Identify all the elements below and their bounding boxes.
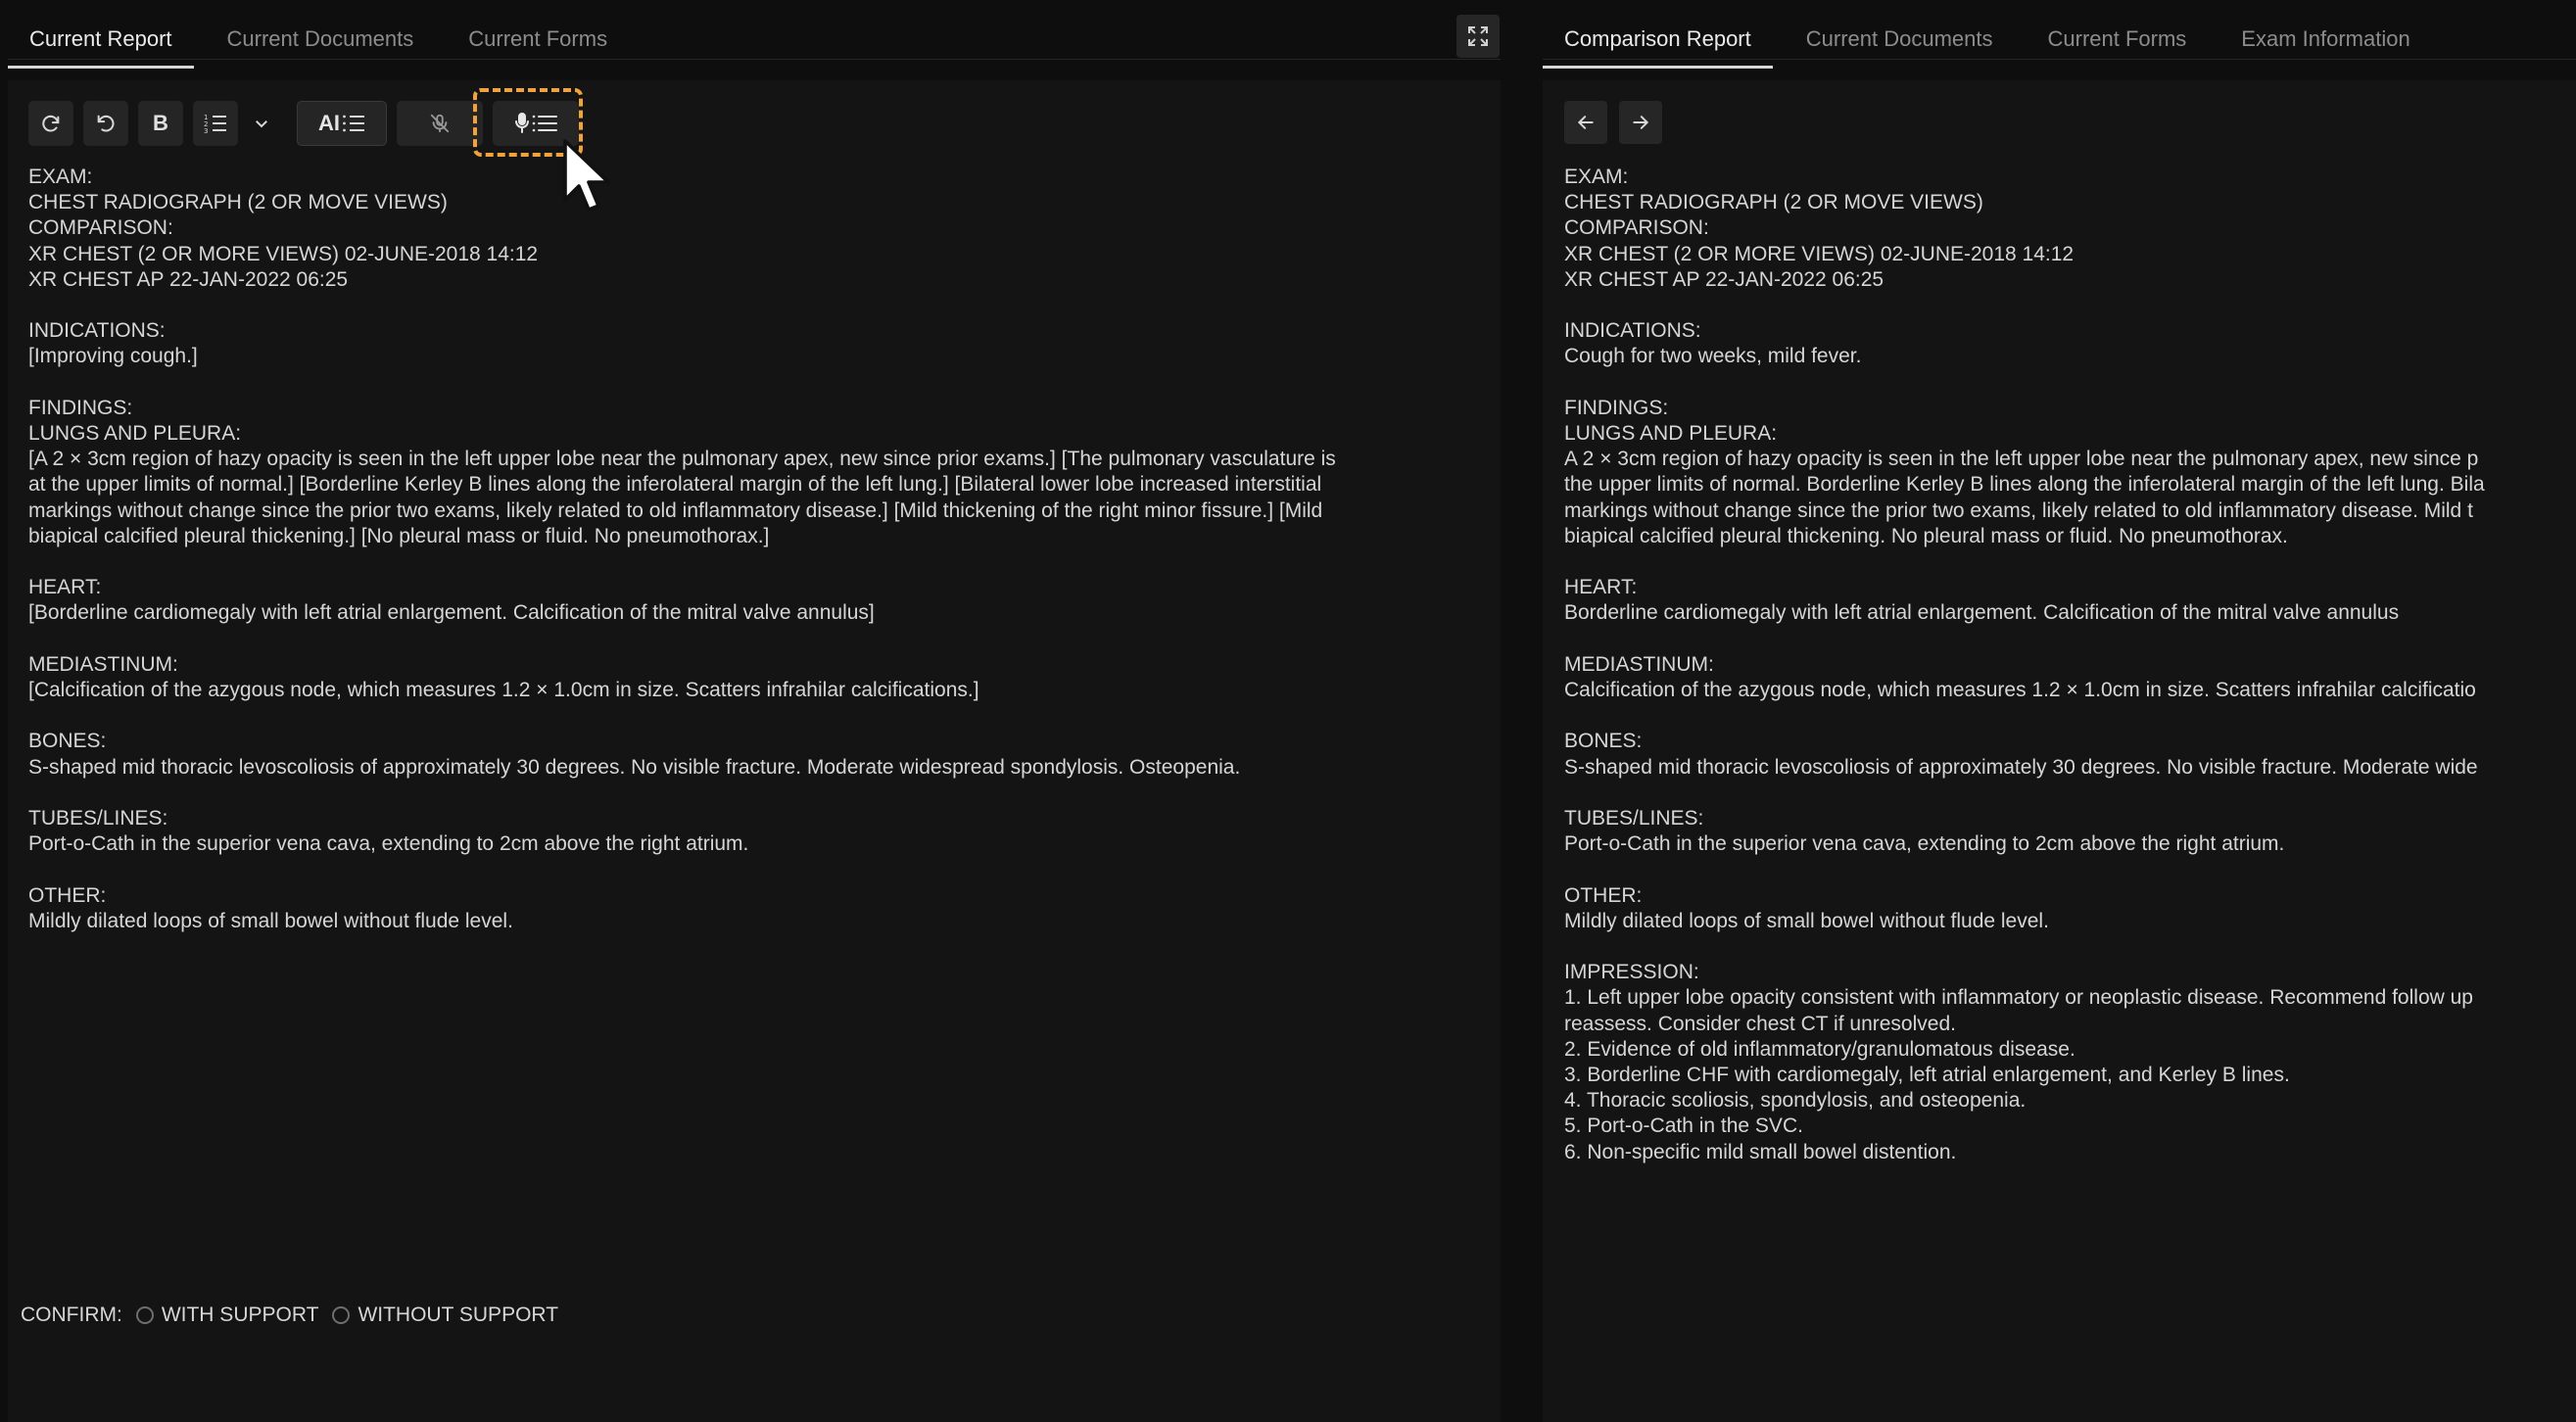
bold-icon: B [153,111,168,135]
bones-label: BONES: [28,730,107,753]
current-report-text[interactable] [28,165,1483,960]
tab-divider-right [1543,59,2576,60]
indications-label: INDICATIONS: [1564,319,1701,343]
lungs-text: [A 2 × 3cm region of hazy opacity is seen in the left upper lobe near the pulmonary apex, new since prior exams.] [The pulmonary vasculature is [28,448,1336,471]
comparison-value: XR CHEST AP 22-JAN-2022 06:25 [1564,267,1884,291]
with-support-radio[interactable] [136,1306,154,1324]
impression-item: 1. Left upper lobe opacity consistent with inflammatory or neoplastic disease. Recommend follow up [1564,986,2473,1010]
findings-label: FINDINGS: [28,396,133,419]
svg-text:1: 1 [204,114,209,121]
lungs-text: the upper limits of normal. Borderline Kerley B lines along the inferolateral margin of the left lung. Bila [1564,473,2485,497]
mic-off-button[interactable] [397,101,483,146]
exam-value: CHEST RADIOGRAPH (2 OR MOVE VIEWS) [28,191,448,214]
bones-text: S-shaped mid thoracic levoscoliosis of approximately 30 degrees. No visible fracture. Moderate widespread spondylosis. Osteopenia. [28,755,1241,779]
comparison-value: XR CHEST (2 OR MORE VIEWS) 02-JUNE-2018 14:12 [1564,242,2075,265]
impression-item: 3. Borderline CHF with cardiomegaly, left atrial enlargement, and Kerley B lines. [1564,1063,2290,1086]
impression-item: 4. Thoracic scoliosis, spondylosis, and osteopenia. [1564,1089,2027,1113]
impression-item: 2. Evidence of old inflammatory/granulomatous disease. [1564,1037,2075,1061]
tab-current-documents-right[interactable]: Current Documents [1805,25,1993,51]
tab-current-report[interactable]: Current Report [8,12,194,69]
mic-off-icon [429,112,451,135]
comparison-nav [1564,101,1674,144]
exam-label: EXAM: [28,166,93,188]
expand-button[interactable] [1456,15,1500,58]
tab-current-forms-right[interactable]: Current Forms [2047,25,2187,51]
heart-label: HEART: [28,576,102,599]
comparison-label: COMPARISON: [1564,216,1709,240]
bold-button[interactable] [138,101,183,146]
tubes-text: Port-o-Cath in the superior vena cava, extending to 2cm above the right atrium. [1564,832,2285,856]
other-text: Mildly dilated loops of small bowel without flude level. [1564,909,2049,932]
previous-report-button[interactable] [1564,101,1607,144]
impression-item: reassess. Consider chest CT if unresolved. [1564,1012,1956,1035]
confirm-row [21,1304,558,1327]
findings-label: FINDINGS: [1564,396,1669,419]
arrow-right-icon [1631,113,1650,132]
comparison-report-panel [1543,80,2576,1422]
heart-text: [Borderline cardiomegaly with left atrial enlargement. Calcification of the mitral valve annulus] [28,601,875,625]
mediastinum-text: Calcification of the azygous node, which measures 1.2 × 1.0cm in size. Scatters infrahilar calcificatio [1564,679,2476,701]
tubes-label: TUBES/LINES: [1564,806,1704,830]
next-report-button[interactable] [1619,101,1662,144]
redo-button[interactable] [28,101,73,146]
numbered-list-icon [203,112,228,135]
heart-text: Borderline cardiomegaly with left atrial enlargement. Calcification of the mitral valve annulus [1564,601,2400,625]
comparison-value: XR CHEST AP 22-JAN-2022 06:25 [28,267,349,291]
mediastinum-label: MEDIASTINUM: [1564,652,1714,676]
chevron-down-icon [253,115,270,132]
confirm-label: CONFIRM: [21,1304,122,1326]
tab-comparison-report[interactable]: Comparison Report [1543,12,1773,69]
indications-value: Cough for two weeks, mild fever. [1564,345,1862,368]
tab-exam-information[interactable]: Exam Information [2241,25,2410,51]
mouse-cursor-icon [561,137,612,215]
tubes-text: Port-o-Cath in the superior vena cava, extending to 2cm above the right atrium. [28,832,749,856]
exam-value: CHEST RADIOGRAPH (2 OR MOVE VIEWS) [1564,191,1983,214]
current-report-panel [8,80,1501,1422]
undo-icon [95,113,117,134]
numbered-list-button[interactable] [193,101,238,146]
comparison-report-text [1564,165,2576,1191]
indications-label: INDICATIONS: [28,319,166,343]
without-support-radio[interactable] [332,1306,350,1324]
other-label: OTHER: [1564,883,1643,907]
heart-label: HEART: [1564,576,1638,599]
other-text: Mildly dilated loops of small bowel without flude level. [28,909,513,932]
arrow-left-icon [1576,113,1596,132]
tab-divider [8,59,1501,60]
lungs-text: biapical calcified pleural thickening.] [No pleural mass or fluid. No pneumothorax.] [28,524,770,547]
comparison-label: COMPARISON: [28,216,173,240]
tubes-label: TUBES/LINES: [28,806,168,830]
comparison-value: XR CHEST (2 OR MORE VIEWS) 02-JUNE-2018 14:12 [28,242,539,265]
bones-text: S-shaped mid thoracic levoscoliosis of approximately 30 degrees. No visible fracture. Moderate wide [1564,755,2478,779]
tab-current-documents[interactable]: Current Documents [226,25,414,51]
mediastinum-label: MEDIASTINUM: [28,652,178,676]
without-support-label[interactable]: WITHOUT SUPPORT [358,1304,559,1326]
mediastinum-text: [Calcification of the azygous node, which measures 1.2 × 1.0cm in size. Scatters infrahilar calcifications.] [28,679,979,701]
other-label: OTHER: [28,883,107,907]
lungs-text: at the upper limits of normal.] [Borderline Kerley B lines along the inferolateral margin of the left lung.] [Bilateral lower lobe increased interstitial [28,473,1322,497]
lungs-text: markings without change since the prior two exams, likely related to old inflammatory disease. Mild t [1564,498,2473,522]
lungs-text: biapical calcified pleural thickening. No pleural mass or fluid. No pneumothorax. [1564,524,2288,547]
impression-label: IMPRESSION: [1564,961,1699,984]
lungs-text: markings without change since the prior two exams, likely related to old inflammatory disease.] [Mild thickening of the right minor fissure.] [Mild [28,498,1323,522]
with-support-label[interactable]: WITH SUPPORT [161,1304,319,1326]
lungs-label: LUNGS AND PLEURA: [28,422,242,445]
tab-current-forms[interactable]: Current Forms [468,25,608,51]
ai-list-icon [342,114,365,133]
ai-label: AI [318,111,340,135]
svg-text:3: 3 [204,127,209,135]
impression-item: 6. Non-specific mild small bowel distention. [1564,1140,1957,1163]
expand-icon [1466,24,1490,48]
bones-label: BONES: [1564,730,1643,753]
ai-list-button[interactable] [297,101,387,146]
lungs-label: LUNGS AND PLEURA: [1564,422,1778,445]
indications-value: [Improving cough.] [28,345,198,368]
exam-label: EXAM: [1564,166,1629,188]
impression-item: 5. Port-o-Cath in the SVC. [1564,1114,1803,1138]
svg-text:2: 2 [204,120,209,128]
undo-button[interactable] [83,101,128,146]
lungs-text: A 2 × 3cm region of hazy opacity is seen in the left upper lobe near the pulmonary apex, new since p [1564,448,2479,471]
redo-icon [40,113,62,134]
list-options-dropdown[interactable] [248,101,275,146]
